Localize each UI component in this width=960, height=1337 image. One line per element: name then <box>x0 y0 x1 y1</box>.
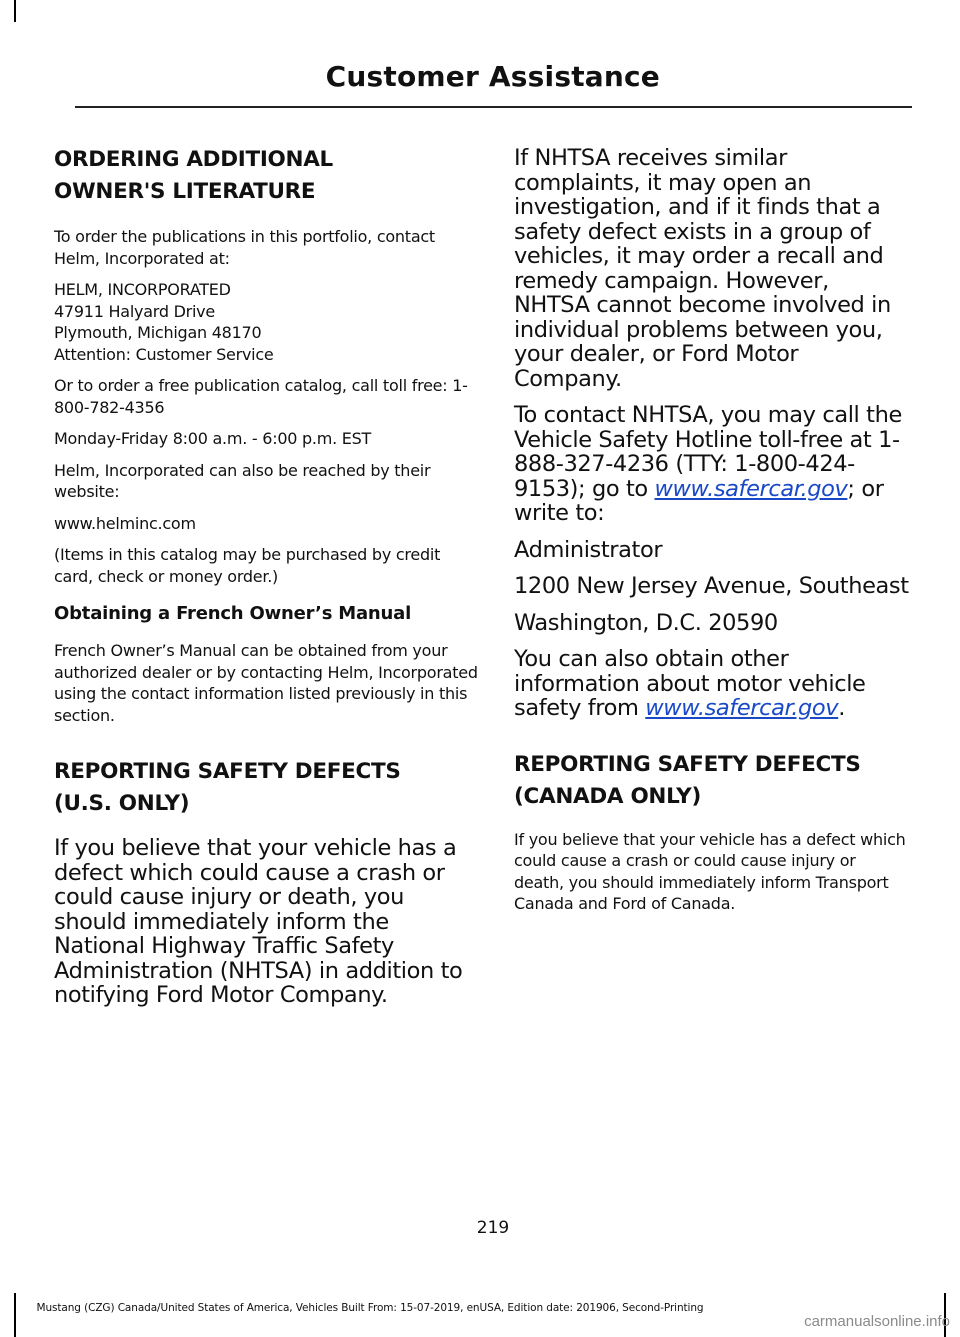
left-column <box>54 144 478 1020</box>
helm-address: HELM, INCORPORATED 47911 Halyard Drive Plymouth, Michigan 48170 Attention: Customer Service <box>54 280 274 364</box>
safercar-link-2[interactable]: www.safercar.gov <box>645 695 839 721</box>
crop-mark-bottom-left <box>14 1293 16 1337</box>
ordering-heading: ORDERING ADDITIONAL OWNER'S LITERATURE <box>54 147 333 204</box>
admin-line: Administrator <box>514 536 663 563</box>
city-address: Washington, D.C. 20590 <box>514 609 778 636</box>
catalog-phone: Or to order a free publication catalog, call toll free: 1-800-782-4356 <box>54 376 468 417</box>
nhtsa-contact-text: To contact NHTSA, you may call the Vehicle Safety Hotline toll-free at 1-888-327-4236 (TTY: 1-800-424-9153); go to www.safercar.gov; or write to: <box>514 402 902 526</box>
payment-note: (Items in this catalog may be purchased by credit card, check or money order.) <box>54 545 441 586</box>
french-manual-body: French Owner’s Manual can be obtained from your authorized dealer or by contacting Helm, Incorporated using the contact information listed previously in this section. <box>54 641 478 725</box>
website-intro: Helm, Incorporated can also be reached by their website: <box>54 460 431 501</box>
ordering-intro: To order the publications in this portfolio, contact Helm, Incorporated at: <box>54 227 435 268</box>
page-header-title: Customer Assistance <box>325 60 660 93</box>
canada-defects-heading: REPORTING SAFETY DEFECTS (CANADA ONLY) <box>514 751 861 809</box>
nhtsa-investigation-text: If NHTSA receives similar complaints, it may open an investigation, and if it finds that a safety defect exists in a group of vehicles, it may order a recall and remedy campaign. However, NHTSA cannot become involved in individual problems between you, your dealer, or Ford Motor Company. <box>514 145 891 392</box>
canada-defects-body: If you believe that your vehicle has a defect which could cause a crash or could cause injury or death, you should immediately inform Transport Canada and Ford of Canada. <box>514 829 906 913</box>
helm-website: www.helminc.com <box>54 513 196 533</box>
watermark: carmanualsonline.info <box>804 1313 950 1330</box>
us-defects-body: If you believe that your vehicle has a defect which could cause a crash or could cause injury or death, you should immediately inform the National Highway Traffic Safety Administration (NHTSA) in addition to notifying Ford Motor Company. <box>54 835 463 1008</box>
header-rule <box>75 106 912 108</box>
edition-footer: Mustang (CZG) Canada/United States of America, Vehicles Built From: 15-07-2019, enUSA, Edition date: 201906, Second-Printing <box>36 1302 704 1314</box>
us-defects-heading: REPORTING SAFETY DEFECTS (U.S. ONLY) <box>54 759 401 816</box>
page-number: 219 <box>476 1218 510 1238</box>
street-address: 1200 New Jersey Avenue, Southeast <box>514 573 909 599</box>
business-hours: Monday-Friday 8:00 a.m. - 6:00 p.m. EST <box>54 429 372 448</box>
french-manual-heading: Obtaining a French Owner’s Manual <box>54 603 412 624</box>
more-info-text: You can also obtain other information about motor vehicle safety from www.safercar.gov. <box>514 646 866 721</box>
crop-mark-top-left <box>14 0 16 22</box>
right-column <box>514 146 910 925</box>
safercar-link[interactable]: www.safercar.gov <box>654 475 848 502</box>
